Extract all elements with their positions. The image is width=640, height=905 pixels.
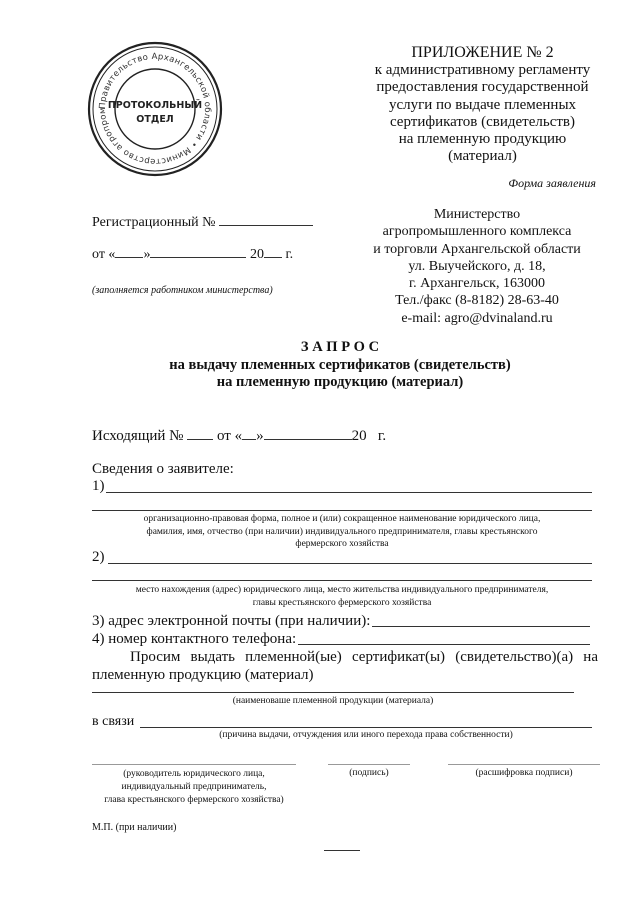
request-line1: Просим выдать племенной(ые) сертификат(ы) (свидетельство)(а) на <box>130 649 598 665</box>
hint-line: фамилия, имя, отчество (при наличии) индивидуального предпринимателя, главы крестьянского <box>146 526 538 537</box>
applicant-phone-field[interactable] <box>298 644 590 645</box>
date-year-label: 20 <box>249 247 264 262</box>
registration-note: (заполняется работником министерства) <box>92 285 273 296</box>
outgoing-suffix: г. <box>377 428 387 444</box>
applicant-address-field-line2[interactable] <box>92 580 592 581</box>
applicant-item2-num: 2) <box>92 549 105 565</box>
official-stamp <box>86 40 224 178</box>
page-separator <box>324 850 360 851</box>
reason-hint: (причина выдачи, отчуждения или иного перехода права собственности) <box>219 730 513 740</box>
hint-line: фермерского хозяйства <box>295 539 389 549</box>
document-title <box>60 339 620 392</box>
registration-number-label: Регистрационный № <box>92 215 216 230</box>
reason-label: в связи <box>92 714 135 729</box>
appendix-line: к административному регламенту <box>374 62 591 79</box>
appendix-title: ПРИЛОЖЕНИЕ № 2 <box>411 44 554 61</box>
ministry-line: и торговли Архангельской области <box>373 241 581 257</box>
product-name-field[interactable] <box>92 692 574 693</box>
ministry-line: Министерство <box>433 207 521 222</box>
applicant-phone-label: 4) номер контактного телефона: <box>92 631 297 647</box>
outgoing-year: 20 <box>351 428 367 444</box>
hint-line: главы крестьянского фермерского хозяйства <box>252 597 432 608</box>
stamp-place-label: М.П. (при наличии) <box>92 822 177 833</box>
date-year-field[interactable] <box>264 245 282 258</box>
date-mid: » <box>143 247 151 262</box>
head-hint-line: индивидуальный предприниматель, <box>121 782 267 792</box>
title-line3: на племенную продукцию (материал) <box>216 374 464 390</box>
stamp-seal-icon <box>86 40 224 178</box>
outgoing-number-field[interactable] <box>187 426 213 440</box>
date-day-field[interactable] <box>115 245 143 258</box>
outgoing-mid: » <box>256 428 264 444</box>
head-hint-line: глава крестьянского фермерского хозяйства) <box>104 795 284 805</box>
outgoing-month-field[interactable] <box>264 426 352 440</box>
date-month-field[interactable] <box>150 245 246 258</box>
decode-hint: (расшифровка подписи) <box>475 768 573 778</box>
applicant-email-label: 3) адрес электронной почты (при наличии): <box>92 613 371 629</box>
stamp-ring-text: Правительство Архангельской области • Министерство агропром <box>97 51 213 167</box>
appendix-line: предоставления государственной <box>376 79 589 96</box>
date-prefix: от « <box>92 247 116 262</box>
applicant-item1-num: 1) <box>92 478 105 494</box>
ministry-line: агропромышленного комплекса <box>382 224 572 240</box>
head-hint-line: (руководитель юридического лица, <box>123 769 265 779</box>
hint-line: организационно-правовая форма, полное и (или) сокращенное наименование юридического лица, <box>143 514 541 524</box>
ministry-line: г. Архангельск, 163000 <box>409 276 545 292</box>
ministry-line: Тел./факс (8-8182) 28-63-40 <box>395 293 559 309</box>
head-signature-field[interactable] <box>92 764 296 765</box>
stamp-center-line2: ОТДЕЛ <box>136 114 174 125</box>
date-year-suffix: г. <box>285 247 294 262</box>
appendix-line: на племенную продукцию <box>398 131 567 148</box>
product-hint: (наименоваше племенной продукции (материала) <box>232 696 434 706</box>
head-hint <box>84 768 304 807</box>
outgoing-from: от « <box>217 428 243 444</box>
signature-decode-field[interactable] <box>448 764 600 765</box>
registration-date <box>92 245 293 263</box>
request-text <box>92 648 598 684</box>
sign-hint: (подпись) <box>349 768 389 778</box>
registration-number-field[interactable] <box>219 212 313 226</box>
outgoing-number <box>92 426 386 445</box>
applicant-item2-hint <box>92 584 592 609</box>
appendix-line: сертификатов (свидетельств) <box>389 113 576 130</box>
signature-field[interactable] <box>328 764 410 765</box>
ministry-address <box>350 206 604 327</box>
ministry-line: ул. Выучейского, д. 18, <box>408 258 546 274</box>
appendix-line: (материал) <box>448 148 517 165</box>
applicant-name-field[interactable] <box>106 492 592 493</box>
request-line2: племенную продукцию (материал) <box>92 667 314 683</box>
applicant-heading: Сведения о заявителе: <box>92 461 234 477</box>
applicant-email-field[interactable] <box>372 626 590 627</box>
applicant-address-field[interactable] <box>108 563 592 564</box>
title-line1: З А П Р О С <box>300 339 380 355</box>
appendix-line: услуги по выдаче племенных <box>388 96 577 113</box>
appendix-block <box>355 44 610 165</box>
form-label: Форма заявления <box>508 176 596 190</box>
ministry-email: e-mail: agro@dvinaland.ru <box>401 310 553 326</box>
registration-number <box>92 212 313 231</box>
outgoing-day-field[interactable] <box>242 426 256 440</box>
hint-line: место нахождения (адрес) юридического лица, место жительства индивидуального предпринимателя, <box>135 585 549 595</box>
outgoing-label: Исходящий № <box>92 428 184 444</box>
applicant-item1-hint <box>92 513 592 551</box>
reason-field[interactable] <box>140 727 592 728</box>
title-line2: на выдачу племенных сертификатов (свидетельств) <box>169 356 511 373</box>
applicant-name-field-line2[interactable] <box>92 510 592 511</box>
stamp-center-line1: ПРОТОКОЛЬНЫЙ <box>107 100 203 111</box>
